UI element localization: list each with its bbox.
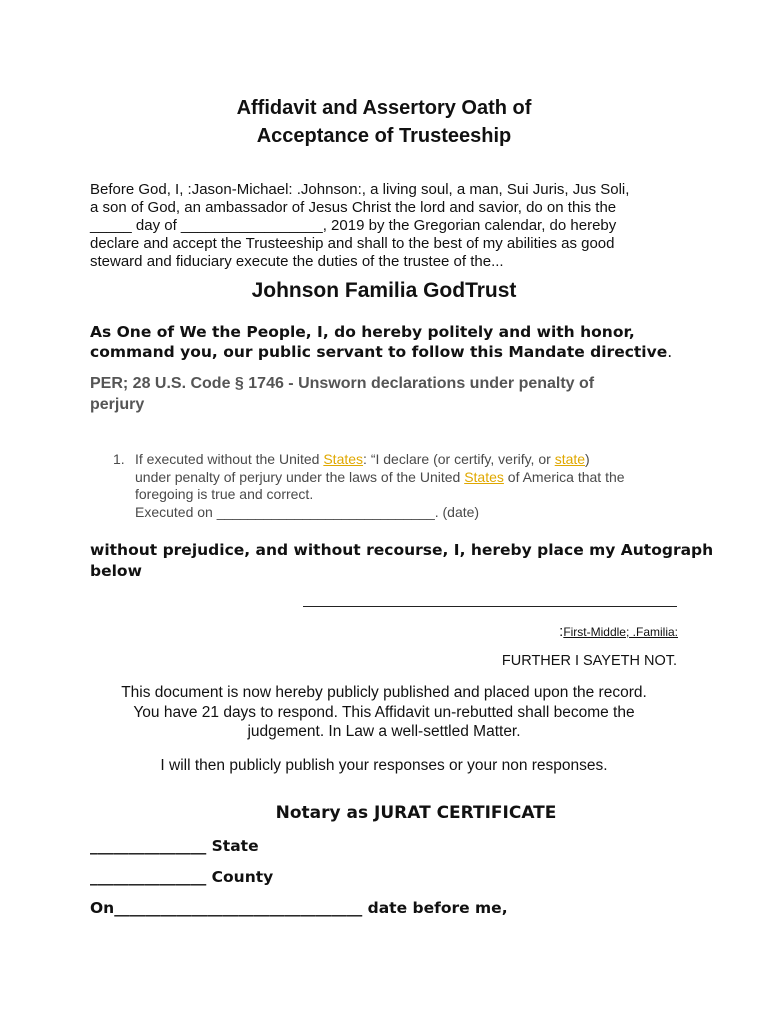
declaration-line: foregoing is true and correct. (135, 486, 314, 502)
signature-name-text: First-Middle; .Familia: (563, 625, 678, 639)
notary-title: Notary as JURAT CERTIFICATE (275, 803, 557, 823)
states-link[interactable]: States (323, 451, 364, 467)
signature-line (303, 606, 677, 607)
states-link-2[interactable]: States (464, 468, 504, 485)
trust-name-heading: Johnson Familia GodTrust (251, 279, 517, 302)
publish-responses-text: I will then publicly publish your responses or your non responses. (160, 757, 608, 774)
document-title-line-2: Acceptance of Trusteeship (256, 125, 512, 147)
published-paragraph (80, 683, 688, 742)
notary-county-field: _______________ County (90, 868, 274, 886)
autograph-statement (90, 540, 714, 582)
intro-paragraph (90, 181, 680, 271)
state-link[interactable]: state (554, 451, 586, 467)
declaration-text: If executed without the United (135, 451, 324, 467)
declaration-line (135, 451, 683, 469)
notary-state-field: _______________ State (90, 837, 259, 855)
mandate-line: As One of We the People, I, do hereby politely and with honor, (90, 323, 635, 341)
declaration-text: : “I declare (or certify, verify, or (363, 451, 555, 467)
mandate-line-text: command you, our public servant to follow this Mandate directive (90, 343, 668, 361)
per-line: perjury (90, 396, 145, 413)
mandate-paragraph (90, 322, 690, 362)
declaration-text: ) (585, 451, 590, 467)
intro-line: steward and fiduciary execute the duties of the trustee of the... (90, 253, 504, 270)
list-number: 1. (113, 451, 125, 467)
published-line: This document is now hereby publicly published and placed upon the record. (121, 684, 647, 701)
intro-line: declare and accept the Trusteeship and shall to the best of my abilities as good (90, 235, 615, 252)
intro-line: a son of God, an ambassador of Jesus Christ the lord and savior, do on this the (90, 199, 617, 216)
declaration-line (135, 469, 683, 487)
mandate-line (90, 342, 690, 362)
autograph-line: below (90, 562, 142, 580)
document-title-line-1: Affidavit and Assertory Oath of (236, 97, 532, 119)
published-line: You have 21 days to respond. This Affidavit un-rebutted shall become the (133, 703, 635, 721)
published-line: judgement. In Law a well-settled Matter. (247, 723, 521, 740)
notary-date-field: On________________________________ date before me, (90, 899, 508, 917)
signature-colon: : (559, 623, 564, 640)
intro-line: Before God, I, :Jason-Michael: .Johnson:, a living soul, a man, Sui Juris, Jus Soli, (90, 181, 630, 198)
declaration-list-item (135, 451, 683, 521)
executed-on-line: Executed on ____________________________. (date) (135, 503, 480, 520)
per-code-heading (90, 373, 690, 415)
signature-name (559, 624, 678, 640)
further-sayeth-not: FURTHER I SAYETH NOT. (501, 653, 677, 669)
declaration-text: under penalty of perjury under the laws of the United (135, 468, 465, 485)
declaration-text: of America that the (503, 468, 625, 485)
intro-line: _____ day of _________________, 2019 by the Gregorian calendar, do hereby (90, 217, 617, 234)
per-line: PER; 28 U.S. Code § 1746 - Unsworn declarations under penalty of (90, 375, 595, 392)
autograph-line: without prejudice, and without recourse, I, hereby place my Autograph (90, 541, 714, 559)
mandate-period: . (667, 343, 673, 361)
